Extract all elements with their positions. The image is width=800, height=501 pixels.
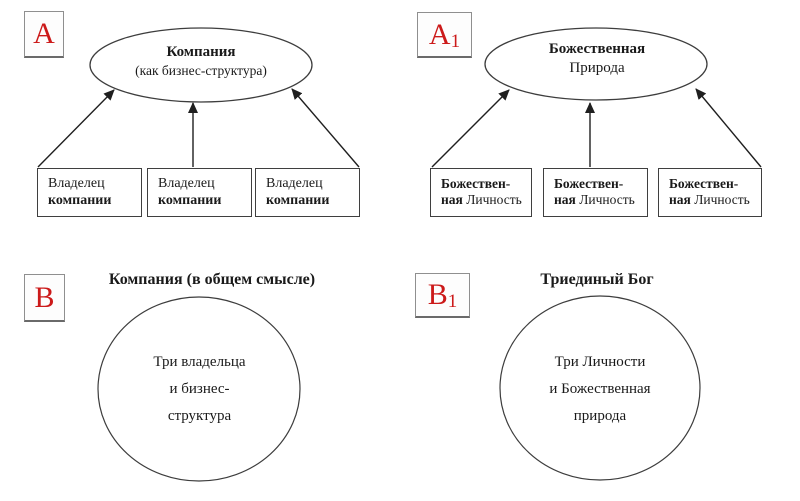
arrow-a-left [38, 90, 114, 167]
triune-god-circle-line3: природа [573, 408, 627, 424]
owner-box-3 [255, 168, 360, 217]
person-box-2-line2-bold: ная [554, 192, 576, 207]
person-box-2-line2 [554, 192, 647, 208]
divine-nature-line2: Природа [569, 60, 625, 76]
triune-god-circle-line1: Три Личности [554, 354, 646, 370]
person-box-3-line2-rest: Личность [690, 192, 750, 207]
triune-god-title: Триединый Бог [540, 271, 654, 288]
divine-nature-line1: Божественная [548, 41, 646, 57]
person-box-3-line2 [669, 192, 761, 208]
person-box-1-line1: Божествен- [441, 176, 511, 191]
company-ellipse-caption [91, 43, 311, 79]
person-box-1-line2 [441, 192, 531, 208]
person-box-1 [430, 168, 532, 217]
company-circle-text [98, 297, 301, 481]
owner-box-2-line1: Владелец [158, 176, 215, 191]
arrow-a1-left [432, 90, 509, 167]
company-ellipse-line2: (как бизнес-структура) [135, 63, 267, 78]
company-circle-line3: структура [167, 408, 232, 424]
owner-box-1-line2: компании [48, 193, 112, 208]
company-circle-line1: Три владельца [153, 354, 246, 370]
person-box-3-line2-bold: ная [669, 192, 691, 207]
arrow-a-right [292, 89, 359, 167]
company-circle-line2: и бизнес- [169, 381, 230, 397]
panel-a1-tag-letter: A [428, 17, 451, 51]
person-box-1-line2-bold: ная [441, 192, 463, 207]
owner-box-3-line2: компании [266, 193, 330, 208]
owner-box-2 [147, 168, 252, 217]
owner-box-2-line2: компании [158, 193, 222, 208]
company-ellipse-line1: Компания [166, 44, 236, 60]
owner-box-1 [37, 168, 142, 217]
panel-b1-tag-letter: B [427, 278, 448, 311]
panel-b-tag-letter: B [34, 280, 55, 314]
person-box-1-line2-rest: Личность [462, 192, 522, 207]
divine-nature-caption [486, 40, 708, 78]
arrow-a1-right [696, 89, 761, 167]
panel-a1-tag-sub: 1 [450, 31, 461, 52]
panel-b-tag [24, 274, 65, 322]
person-box-2-line2-rest: Личность [575, 192, 635, 207]
triune-god-circle-text [500, 297, 700, 481]
owner-box-1-line1: Владелец [48, 176, 105, 191]
panel-a-tag [24, 11, 64, 58]
triune-god-circle-line2: и Божественная [549, 381, 651, 397]
panel-a1-tag [417, 12, 472, 58]
person-box-2-line1: Божествен- [554, 176, 624, 191]
person-box-3 [658, 168, 762, 217]
person-box-2 [543, 168, 648, 217]
panel-b1-tag-sub: 1 [447, 291, 458, 312]
panel-a-tag-letter: A [33, 17, 55, 50]
person-box-3-line1: Божествен- [669, 176, 739, 191]
company-general-title: Компания (в общем смысле) [108, 271, 316, 288]
owner-box-3-line1: Владелец [266, 176, 323, 191]
